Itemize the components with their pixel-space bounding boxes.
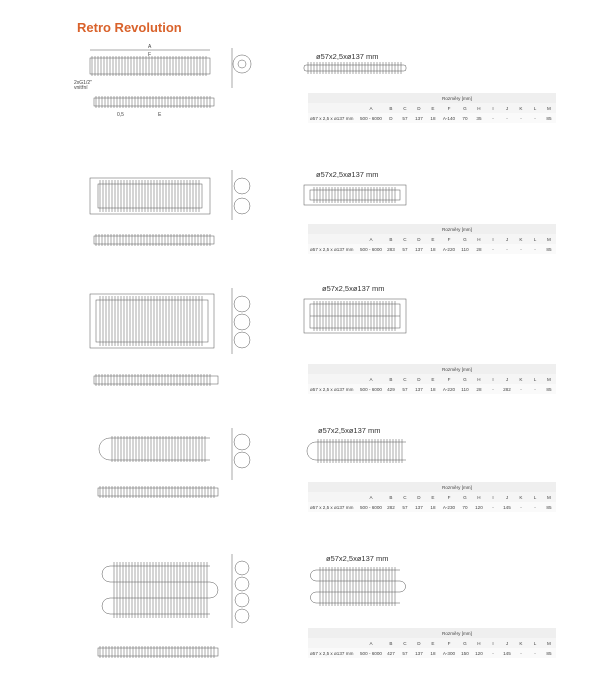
technical-drawing-3 <box>70 280 270 390</box>
column-letters-row <box>308 103 556 113</box>
col-m: M <box>542 638 556 648</box>
cell-j: - <box>500 113 514 123</box>
cell-d: 137 <box>412 502 426 512</box>
table-header-row <box>308 628 556 638</box>
col-m: M <box>542 234 556 244</box>
col-k: K <box>514 234 528 244</box>
column-letters-row <box>308 492 556 502</box>
col-f: F <box>440 234 458 244</box>
cell-a: 500 - 6000 <box>358 244 384 254</box>
cell-c: 57 <box>398 244 412 254</box>
col-i: I <box>486 638 500 648</box>
col-e: E <box>426 374 440 384</box>
col-b: B <box>384 492 398 502</box>
table-header-row <box>308 364 556 374</box>
table-header: Rozměry [mm] <box>358 482 556 492</box>
cell-m: 85 <box>542 244 556 254</box>
cell-i: - <box>486 244 500 254</box>
cell-k: - <box>514 502 528 512</box>
dim-label-e: E <box>158 112 162 118</box>
col-e: E <box>426 492 440 502</box>
cell-j: 282 <box>500 384 514 394</box>
spec-label: ø57x2,5xø137 mm <box>318 426 381 435</box>
cell-i: - <box>486 648 500 658</box>
technical-drawing-1 <box>70 40 270 130</box>
heater-preview-4 <box>300 436 410 466</box>
col-i: I <box>486 234 500 244</box>
cell-e: 18 <box>426 648 440 658</box>
cell-b: 427 <box>384 648 398 658</box>
cell-l: - <box>528 502 542 512</box>
col-d: D <box>412 234 426 244</box>
cell-i: - <box>486 384 500 394</box>
col-d: D <box>412 638 426 648</box>
col-k: K <box>514 103 528 113</box>
cell-a: 500 - 6000 <box>358 502 384 512</box>
col-l: L <box>528 234 542 244</box>
col-f: F <box>440 492 458 502</box>
col-k: K <box>514 374 528 384</box>
half-label: 0,5 <box>117 112 124 118</box>
cell-l: - <box>528 113 542 123</box>
column-letters-row <box>308 374 556 384</box>
model-name: ø57 x 2,5 x ø137 mm <box>308 384 358 394</box>
table-header-row <box>308 224 556 234</box>
col-b: B <box>384 103 398 113</box>
col-c: C <box>398 234 412 244</box>
model-row-2 <box>0 160 600 265</box>
cell-m: 85 <box>542 384 556 394</box>
cell-g: 110 <box>458 244 472 254</box>
col-j: J <box>500 103 514 113</box>
col-a: A <box>358 492 384 502</box>
heater-preview-5 <box>300 564 410 610</box>
cell-g: 70 <box>458 502 472 512</box>
col-g: G <box>458 103 472 113</box>
col-h: H <box>472 103 486 113</box>
cell-m: 85 <box>542 502 556 512</box>
table-row <box>308 502 556 512</box>
col-a: A <box>358 638 384 648</box>
cell-k: - <box>514 113 528 123</box>
cell-l: - <box>528 244 542 254</box>
cell-k: - <box>514 648 528 658</box>
col-i: I <box>486 492 500 502</box>
cell-g: 70 <box>458 113 472 123</box>
cell-b: 429 <box>384 384 398 394</box>
col-j: J <box>500 374 514 384</box>
spec-label: ø57x2,5xø137 mm <box>322 284 385 293</box>
model-row-3 <box>0 280 600 400</box>
cell-i: - <box>486 502 500 512</box>
dim-label-f: F <box>148 52 152 58</box>
thread-label: 2xG1/2" <box>74 80 92 86</box>
col-m: M <box>542 103 556 113</box>
col-a: A <box>358 103 384 113</box>
cell-h: 120 <box>472 648 486 658</box>
cell-a: 500 - 6000 <box>358 384 384 394</box>
col-l: L <box>528 374 542 384</box>
cell-m: 85 <box>542 648 556 658</box>
cell-m: 85 <box>542 113 556 123</box>
dimensions-table <box>308 628 556 658</box>
col-l: L <box>528 103 542 113</box>
col-g: G <box>458 492 472 502</box>
cell-f: A-300 <box>440 648 458 658</box>
cell-g: 150 <box>458 648 472 658</box>
cell-b: 282 <box>384 502 398 512</box>
cell-b: 283 <box>384 244 398 254</box>
col-j: J <box>500 492 514 502</box>
col-k: K <box>514 638 528 648</box>
model-row-4 <box>0 420 600 520</box>
model-name: ø57 x 2,5 x ø137 mm <box>308 244 358 254</box>
cell-c: 57 <box>398 384 412 394</box>
technical-drawing-4 <box>70 420 270 520</box>
cell-d: 137 <box>412 384 426 394</box>
cell-d: 137 <box>412 113 426 123</box>
col-c: C <box>398 103 412 113</box>
cell-d: 137 <box>412 648 426 658</box>
col-b: B <box>384 638 398 648</box>
cell-k: - <box>514 244 528 254</box>
heater-preview-3 <box>300 296 410 336</box>
cell-l: - <box>528 384 542 394</box>
model-name: ø57 x 2,5 x ø137 mm <box>308 648 358 658</box>
model-name: ø57 x 2,5 x ø137 mm <box>308 113 358 123</box>
cell-f: A-230 <box>440 502 458 512</box>
col-i: I <box>486 103 500 113</box>
col-g: G <box>458 374 472 384</box>
col-d: D <box>412 374 426 384</box>
dimensions-table <box>308 364 556 394</box>
cell-c: 57 <box>398 502 412 512</box>
spec-label: ø57x2,5xø137 mm <box>316 170 379 179</box>
cell-i: - <box>486 113 500 123</box>
col-b: B <box>384 234 398 244</box>
cell-g: 110 <box>458 384 472 394</box>
cell-a: 500 - 6000 <box>358 648 384 658</box>
col-h: H <box>472 374 486 384</box>
cell-j: 145 <box>500 648 514 658</box>
table-header-row <box>308 482 556 492</box>
col-m: M <box>542 374 556 384</box>
model-row-1 <box>0 40 600 140</box>
cell-b: D <box>384 113 398 123</box>
col-l: L <box>528 492 542 502</box>
cell-f: A-220 <box>440 384 458 394</box>
col-d: D <box>412 103 426 113</box>
col-g: G <box>458 638 472 648</box>
col-c: C <box>398 492 412 502</box>
col-f: F <box>440 103 458 113</box>
cell-c: 57 <box>398 648 412 658</box>
dim-label-a: A <box>148 44 152 50</box>
cell-h: 120 <box>472 502 486 512</box>
col-f: F <box>440 638 458 648</box>
col-h: H <box>472 638 486 648</box>
table-header: Rozměry [mm] <box>358 364 556 374</box>
table-header: Rozměry [mm] <box>358 628 556 638</box>
cell-h: 28 <box>472 244 486 254</box>
cell-d: 137 <box>412 244 426 254</box>
page-title: Retro Revolution <box>77 20 182 35</box>
col-d: D <box>412 492 426 502</box>
cell-h: 35 <box>472 113 486 123</box>
cell-f: A-220 <box>440 244 458 254</box>
cell-a: 500 - 6000 <box>358 113 384 123</box>
col-l: L <box>528 638 542 648</box>
cell-k: - <box>514 384 528 394</box>
cell-f: A-140 <box>440 113 458 123</box>
col-h: H <box>472 234 486 244</box>
col-g: G <box>458 234 472 244</box>
heater-preview-2 <box>300 182 410 208</box>
table-row <box>308 648 556 658</box>
cell-e: 18 <box>426 244 440 254</box>
col-m: M <box>542 492 556 502</box>
col-j: J <box>500 638 514 648</box>
table-row <box>308 384 556 394</box>
col-a: A <box>358 234 384 244</box>
table-header-row <box>308 93 556 103</box>
col-h: H <box>472 492 486 502</box>
technical-drawing-5 <box>70 548 270 678</box>
cell-h: 28 <box>472 384 486 394</box>
col-e: E <box>426 638 440 648</box>
cell-l: - <box>528 648 542 658</box>
heater-preview-1 <box>300 58 410 78</box>
cell-j: 145 <box>500 502 514 512</box>
table-row <box>308 113 556 123</box>
col-c: C <box>398 374 412 384</box>
model-name: ø57 x 2,5 x ø137 mm <box>308 502 358 512</box>
column-letters-row <box>308 234 556 244</box>
table-row <box>308 244 556 254</box>
col-f: F <box>440 374 458 384</box>
dimensions-table <box>308 224 556 254</box>
thread-sub-label: vnitřní <box>74 85 88 91</box>
col-j: J <box>500 234 514 244</box>
col-a: A <box>358 374 384 384</box>
dimensions-table <box>308 482 556 512</box>
cell-c: 57 <box>398 113 412 123</box>
dimensions-table <box>308 93 556 123</box>
col-e: E <box>426 234 440 244</box>
table-header: Rozměry [mm] <box>358 224 556 234</box>
cell-j: - <box>500 244 514 254</box>
cell-e: 18 <box>426 502 440 512</box>
column-letters-row <box>308 638 556 648</box>
col-i: I <box>486 374 500 384</box>
cell-e: 18 <box>426 113 440 123</box>
col-c: C <box>398 638 412 648</box>
technical-drawing-2 <box>70 160 270 260</box>
model-row-5 <box>0 548 600 688</box>
col-b: B <box>384 374 398 384</box>
spec-label: ø57x2,5xø137 mm <box>316 52 379 61</box>
cell-e: 18 <box>426 384 440 394</box>
spec-label: ø57x2,5xø137 mm <box>326 554 389 563</box>
col-k: K <box>514 492 528 502</box>
table-header: Rozměry [mm] <box>358 93 556 103</box>
col-e: E <box>426 103 440 113</box>
